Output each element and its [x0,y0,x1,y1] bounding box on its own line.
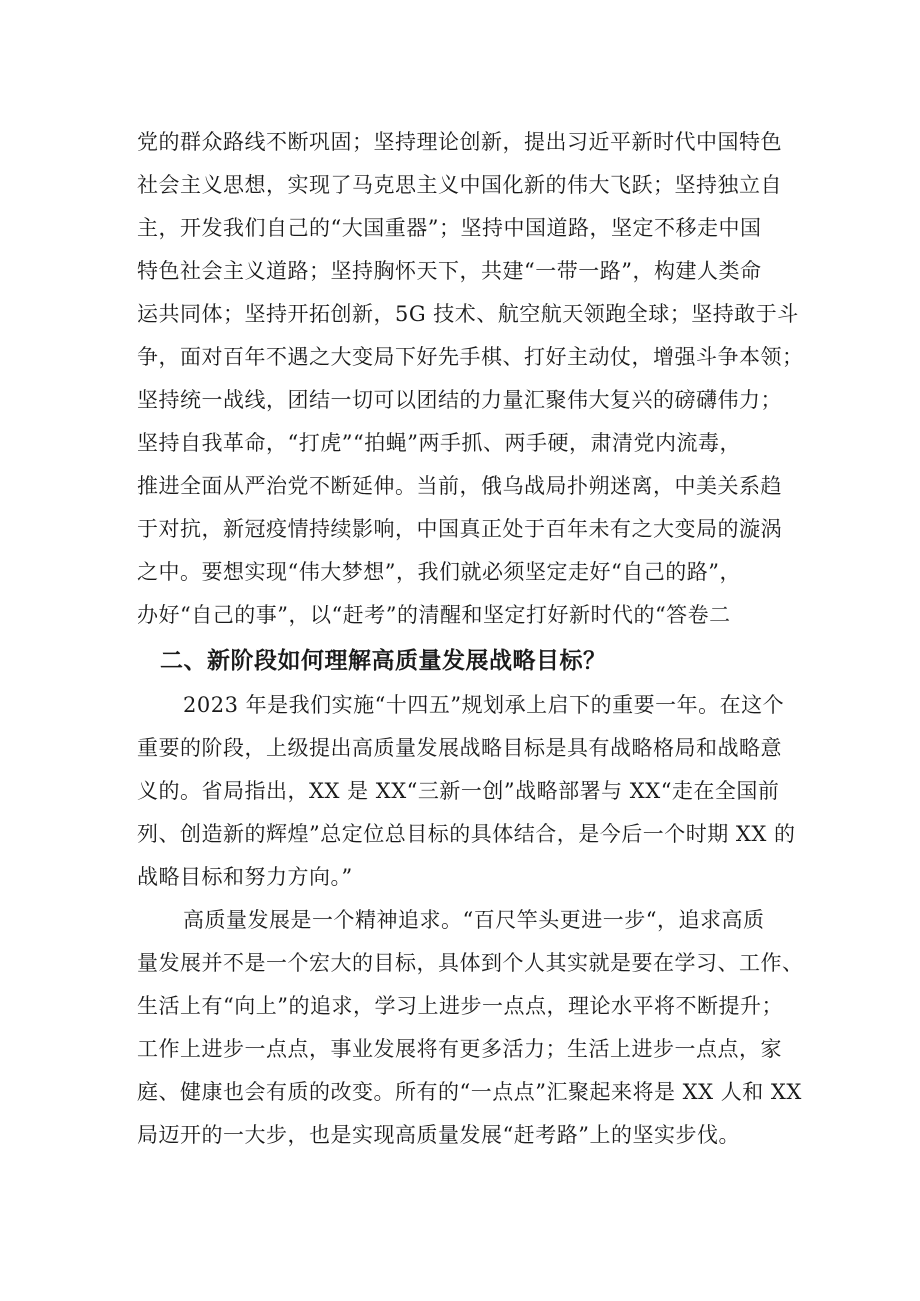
text-line: 推进全面从严治党不断延伸。当前，俄乌战局扑朔迷离，中美关系趋 [137,474,782,498]
section-heading: 二、新阶段如何理解高质量发展战略目标？ [160,648,607,674]
text-line: 坚持统一战线，团结一切可以团结的力量汇聚伟大复兴的磅礴伟力； [137,388,782,412]
text-line: 庭、健康也会有质的改变。所有的“一点点”汇聚起来将是 XX 人和 XX [137,1080,802,1104]
text-line: 坚持自我革命，“打虎”“拍蝇”两手抓、两手硬，肃清党内流毒， [137,431,741,455]
text-line: 党的群众路线不断巩固；坚持理论创新，提出习近平新时代中国特色 [137,130,782,154]
text-line: 战略目标和努力方向。” [137,865,353,889]
text-line: 主，开发我们自己的“大国重器”；坚持中国道路，坚定不移走中国 [137,216,762,240]
text-line: 工作上进步一点点，事业发展将有更多活力；生活上进步一点点，家 [137,1037,782,1061]
text-line: 列、创造新的辉煌”总定位总目标的具体结合，是今后一个时期 XX 的 [137,822,796,846]
text-line: 2023 年是我们实施“十四五”规划承上启下的重要一年。在这个 [183,693,785,717]
text-line: 局迈开的一大步，也是实现高质量发展“赶考路”上的坚实步伐。 [137,1123,740,1147]
text-line: 社会主义思想，实现了马克思主义中国化新的伟大飞跃；坚持独立自 [137,173,782,197]
text-line: 义的。省局指出，XX 是 XX“三新一创”战略部署与 XX“走在全国前 [137,779,780,803]
text-line: 高质量发展是一个精神追求。“百尺竿头更进一步“，追求高质 [183,908,765,932]
text-line: 办好“自己的事”，以“赶考”的清醒和坚定打好新时代的“答卷二 [137,603,731,627]
text-line: 生活上有“向上”的追求，学习上进步一点点，理论水平将不断提升； [137,994,783,1018]
text-line: 争，面对百年不遇之大变局下好先手棋、打好主动仗，增强斗争本领； [137,345,804,369]
text-line: 特色社会主义道路；坚持胸怀天下，共建“一带一路”，构建人类命 [137,259,762,283]
text-line: 之中。要想实现“伟大梦想”，我们就必须坚定走好“自己的路”， [137,560,741,584]
text-line: 重要的阶段，上级提出高质量发展战略目标是具有战略格局和战略意 [137,736,782,760]
text-line: 量发展并不是一个宏大的目标，具体到个人其实就是要在学习、工作、 [137,951,804,975]
text-line: 于对抗，新冠疫情持续影响，中国真正处于百年未有之大变局的漩涡 [137,517,782,541]
text-line: 运共同体；坚持开拓创新，5G 技术、航空航天领跑全球；坚持敢于斗 [137,302,799,326]
